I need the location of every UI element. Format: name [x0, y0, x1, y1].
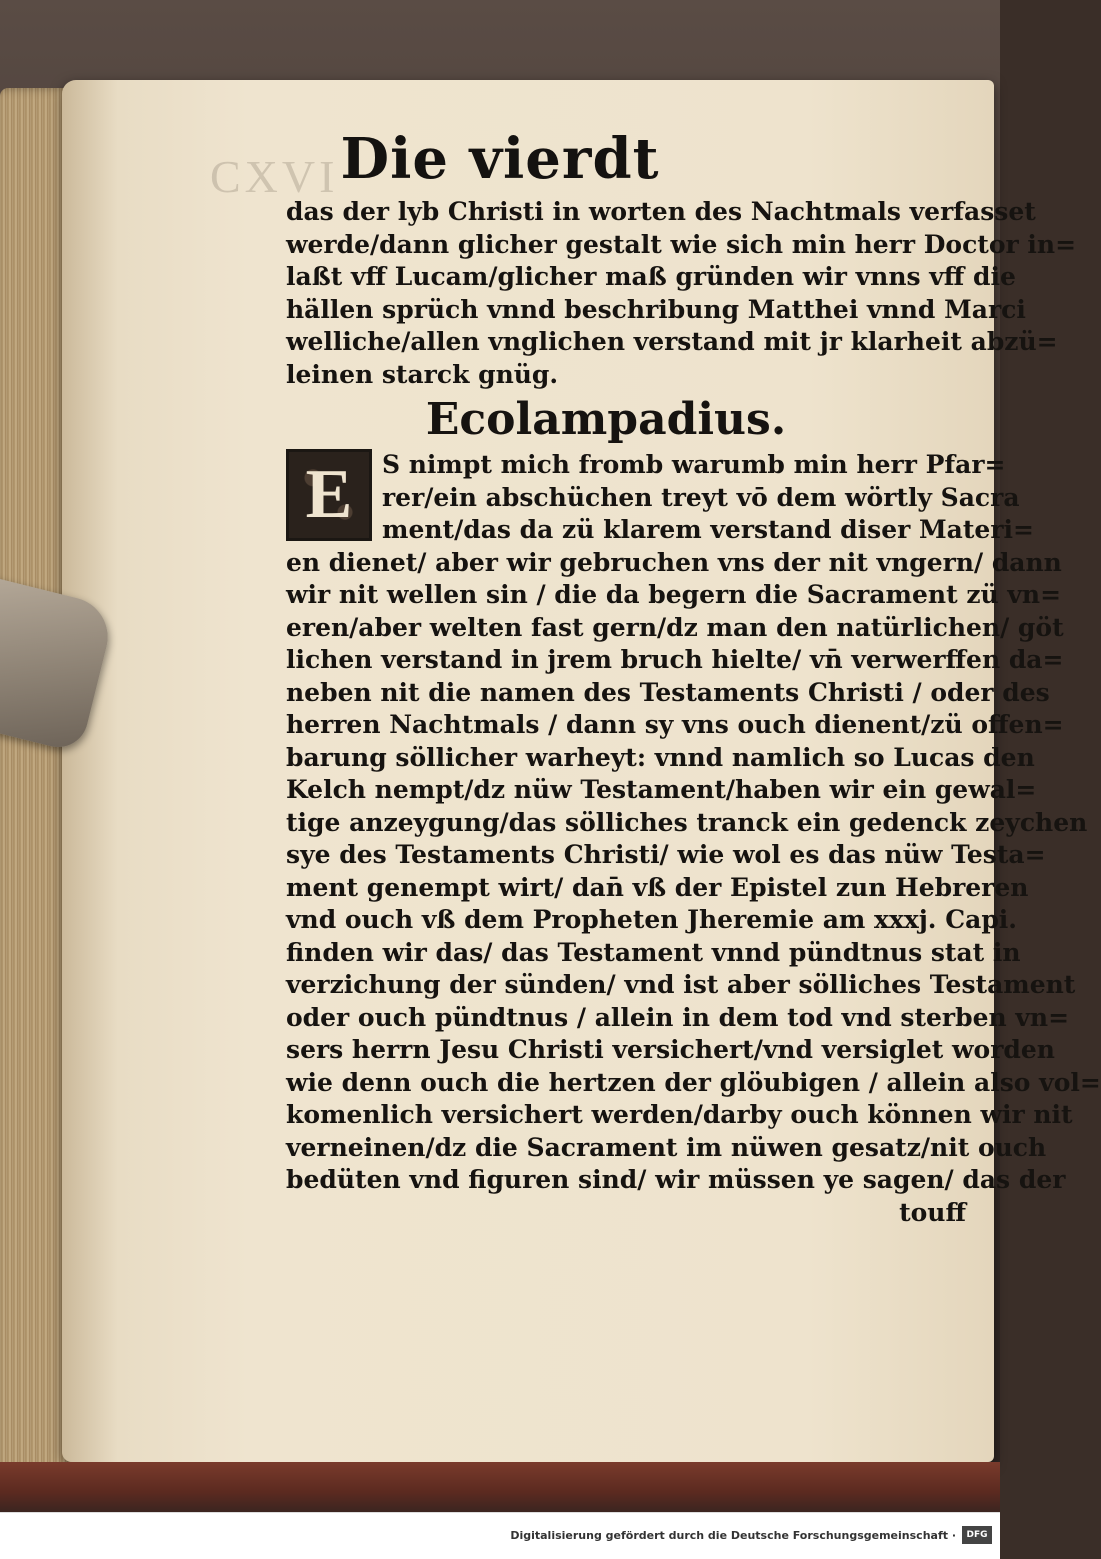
body-lines [286, 547, 1101, 1197]
text-line: vnd ouch vß dem Propheten Jheremie am xxxj. Capi. [286, 905, 1017, 934]
text-line: lichen verstand in jrem bruch hielte/ vn̄ verwerffen da= [286, 645, 1064, 674]
text-line: sye des Testaments Christi/ wie wol es das nüw Testa= [286, 840, 1046, 869]
credit-bar [0, 1512, 1000, 1559]
text-line: herren Nachtmals / dann sy vns ouch dienent/zü offen= [286, 710, 1064, 739]
text-line: hällen sprüch vnnd beschribung Matthei vnnd Marci [286, 294, 1026, 324]
dfg-logo: DFG [962, 1526, 992, 1544]
text-line: ment genempt wirt/ dan̄ vß der Epistel zun Hebreren [286, 872, 1029, 902]
text-line: finden wir das/ das Testament vnnd pündtnus stat in [286, 937, 1021, 967]
text-line: werde/dann glicher gestalt wie sich min herr Doctor in= [286, 229, 1077, 259]
intro-lines [286, 196, 1077, 391]
text-line: S nimpt mich fromb warumb min herr Pfar= [382, 450, 1006, 479]
text-line: wie denn ouch die hertzen der glöubigen / allein also vol= [286, 1067, 1101, 1097]
text-line: sers herrn Jesu Christi versichert/vnd versiglet worden [286, 1035, 1055, 1064]
dropcap-paragraph [286, 449, 1034, 547]
text-line: verzichung der sünden/ vnd ist aber sölliches Testament [286, 970, 1076, 999]
showthrough-folio: CXVI [210, 151, 339, 202]
text-line: eren/aber welten fast gern/dz man den natürlichen/ göt [286, 612, 1064, 642]
binding-edge [0, 1462, 1000, 1512]
running-head: Die vierdt [340, 126, 660, 192]
text-line: verneinen/dz die Sacrament im nüwen gesatz/nit ouch [286, 1132, 1047, 1162]
section-heading: Ecolampadius. [425, 394, 787, 445]
dropcap-lines [286, 449, 1034, 547]
text-line: wir nit wellen sin / die da begern die Sacrament zü vn= [286, 580, 1062, 609]
text-line: neben nit die namen des Testaments Christi / oder des [286, 677, 1050, 707]
drop-cap-initial: E [286, 449, 372, 541]
text-block [286, 196, 1101, 1229]
text-line: Kelch nempt/dz nüw Testament/haben wir ein gewal= [286, 775, 1037, 804]
text-line: oder ouch pündtnus / allein in dem tod vnd sterben vn= [286, 1002, 1070, 1032]
text-line: laßt vff Lucam/glicher maß gründen wir vnns vff die [286, 262, 1016, 291]
text-line: komenlich versichert werden/darby ouch können wir nit [286, 1100, 1073, 1129]
credit-text: Digitalisierung gefördert durch die Deutsche Forschungsgemeinschaft · [510, 1529, 956, 1542]
catchword: touff [899, 1197, 966, 1227]
text-line: welliche/allen vnglichen verstand mit jr klarheit abzü= [286, 327, 1058, 356]
text-line: leinen starck gnüg. [286, 359, 559, 389]
text-line: das der lyb Christi in worten des Nachtmals verfasset [286, 197, 1036, 226]
text-line: rer/ein abschüchen treyt vō dem wörtly Sacra [382, 482, 1020, 512]
text-line: tige anzeygung/das sölliches tranck ein gedenck zeychen [286, 807, 1088, 837]
text-line: ment/das da zü klarem verstand diser Materi= [382, 515, 1034, 544]
text-line: en dienet/ aber wir gebruchen vns der nit vngern/ dann [286, 547, 1062, 577]
text-line: barung söllicher warheyt: vnnd namlich so Lucas den [286, 742, 1035, 772]
text-line: bedüten vnd figuren sind/ wir müssen ye sagen/ das der [286, 1165, 1066, 1194]
